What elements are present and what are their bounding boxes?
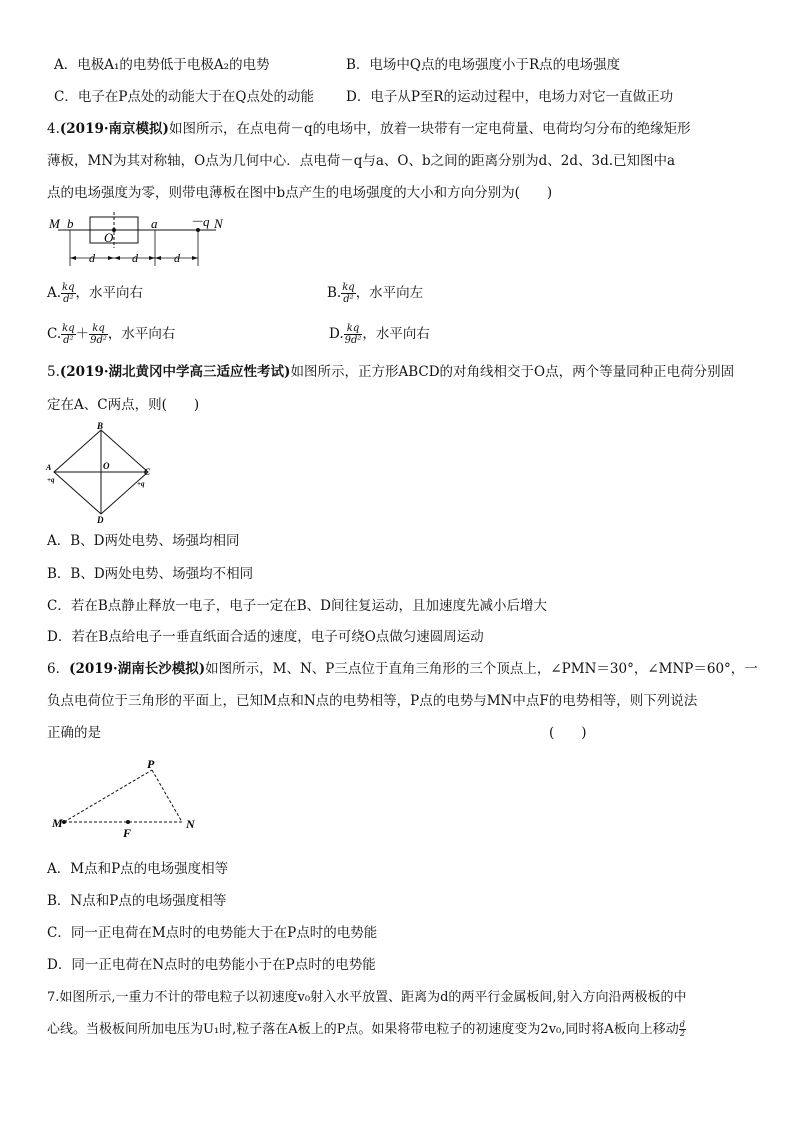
q5-option-d: D．若在B点给电子一垂直纸面合适的速度，电子可绕O点做匀速圆周运动 — [47, 629, 484, 645]
q6-number: 6． — [47, 661, 70, 677]
q7-stem-line2 — [47, 1021, 686, 1039]
q5-option-a: A．B、D两处电势、场强均相同 — [47, 533, 240, 549]
fraction — [341, 282, 355, 305]
label-charge-a: +q — [47, 476, 55, 484]
point-f — [126, 820, 130, 824]
q6-stem-line2: 负点电荷位于三角形的平面上，已知M点和N点的电势相等，P点的电势与MN中点F的电势相等，则下列说法 — [47, 693, 698, 709]
fraction — [344, 323, 363, 346]
arrow-3 — [114, 256, 120, 260]
label-o: O — [103, 461, 110, 471]
fraction-numerator: kq — [89, 323, 108, 335]
arrow-4 — [149, 256, 155, 260]
fraction — [61, 323, 75, 346]
q7-fraction — [679, 1021, 686, 1038]
fraction-denominator: d² — [63, 335, 74, 346]
q5-source: (2019·湖北黄冈中学高三适应性考试) — [59, 364, 291, 380]
q6-option-d: D．同一正电荷在N点时的电势能小于在P点时的电势能 — [47, 957, 376, 973]
label-n: N — [214, 216, 223, 231]
fraction-numerator: kq — [62, 282, 75, 293]
option-text: ，水平向左 — [355, 285, 424, 301]
q6-stem-line3: 正确的是 — [47, 725, 101, 741]
arrow-2 — [108, 256, 114, 260]
q3-option-b: B．电场中Q点的电场强度小于R点的电场强度 — [346, 57, 621, 73]
option-letter: C. — [47, 326, 62, 342]
fraction-denominator: 9d² — [90, 335, 107, 346]
q4-number: 4. — [47, 121, 60, 137]
fraction-denominator: d² — [343, 294, 354, 305]
q4-stem-line2: 薄板，MN为其对称轴，O点为几何中心．点电荷－q与a、O、b之间的距离分别为d、2d、3d.已知图中a — [47, 153, 676, 169]
arrow-6 — [192, 256, 198, 260]
q3-option-c: C．电子在P点处的动能大于在Q点处的动能 — [54, 89, 314, 105]
q4-option-c — [47, 319, 175, 349]
label-d1: d — [89, 251, 95, 265]
label-d3: d — [174, 251, 180, 265]
q5-option-b: B．B、D两处电势、场强均不相同 — [47, 566, 254, 582]
q6-option-c: C．同一正电荷在M点时的电势能大于在P点时的电势能 — [47, 925, 378, 941]
q3-option-d: D．电子从P至R的运动过程中，电场力对它一直做正功 — [346, 89, 674, 105]
label-d: D — [97, 515, 104, 524]
label-a: A — [46, 463, 52, 472]
q7-stem-line1: 7.如图所示,一重力不计的带电粒子以初速度v₀射入水平放置、距离为d的两平行金属板间,射入方向沿两极板的中 — [47, 990, 687, 1005]
fraction-numerator: kq — [62, 323, 75, 334]
q6-answer-paren: ( ) — [549, 725, 587, 741]
fraction-denominator: d² — [63, 294, 74, 305]
q7-text-2: 心线。当极板间所加电压为U₁时,粒子落在A板上的P点。如果将带电粒子的初速度变为2v₀,同时将A板向上移动 — [47, 1022, 679, 1037]
q4-option-a — [47, 278, 143, 308]
fraction-numerator: kq — [342, 282, 355, 293]
label-m: M — [52, 816, 63, 830]
plus-sign: ＋ — [75, 326, 90, 342]
q6-source: (2019·湖南长沙模拟) — [69, 661, 206, 677]
label-d2: d — [132, 251, 138, 265]
option-text: ，水平向右 — [107, 326, 176, 342]
fraction-denominator: 2 — [679, 1029, 685, 1038]
q4-option-b — [327, 278, 423, 308]
label-charge-c: +q — [137, 480, 145, 488]
fraction — [61, 282, 75, 305]
option-letter: D. — [329, 326, 344, 342]
label-a: a — [151, 216, 158, 231]
label-f: F — [123, 826, 132, 840]
arrow-5 — [155, 256, 161, 260]
q4-stem-line1 — [47, 120, 691, 138]
option-letter: B. — [327, 285, 342, 301]
q4-option-d — [329, 319, 430, 349]
q5-figure — [44, 420, 164, 524]
q3-option-a: A．电极A₁的电势低于电极A₂的电势 — [54, 57, 270, 73]
fraction-numerator: d — [679, 1020, 685, 1029]
option-text: ，水平向右 — [362, 326, 430, 342]
q6-text-1: 如图所示，M、N、P三点位于直角三角形的三个顶点上，∠PMN＝30°，∠MNP＝60°，一 — [205, 661, 758, 677]
q4-source: (2019·南京模拟) — [59, 121, 169, 137]
q4-figure — [44, 208, 244, 268]
q5-stem-line1 — [47, 363, 734, 381]
q6-figure — [44, 754, 214, 840]
q4-stem-line3: 点的电场强度为零，则带电薄板在图中b点产生的电场强度的大小和方向分别为( ) — [47, 185, 553, 201]
q5-option-c: C．若在B点静止释放一电子，电子一定在B、D间往复运动，且加速度先减小后增大 — [47, 598, 547, 614]
label-o: O — [104, 230, 114, 245]
side-pn — [152, 770, 182, 822]
q6-stem-line1 — [47, 660, 758, 678]
label-c: C — [144, 467, 151, 477]
fraction — [89, 323, 108, 346]
fraction-numerator: kq — [344, 323, 363, 335]
side-mp — [64, 770, 152, 822]
label-q: －q — [190, 214, 210, 229]
q5-number: 5. — [47, 364, 60, 380]
q6-option-b: B．N点和P点的电场强度相等 — [47, 893, 227, 909]
q6-option-a: A．M点和P点的电场强度相等 — [47, 861, 229, 877]
q5-text-1: 如图所示，正方形ABCD的对角线相交于O点，两个等量同种正电荷分别固 — [290, 364, 735, 380]
q5-stem-line2: 定在A、C两点，则( ) — [47, 397, 200, 413]
fraction-denominator: 9d² — [344, 335, 362, 346]
option-text: ，水平向右 — [75, 285, 144, 301]
label-m: M — [49, 216, 60, 231]
arrow-1 — [70, 256, 76, 260]
label-b: b — [67, 216, 74, 231]
q4-text-1: 如图所示，在点电荷－q的电场中，放着一块带有一定电荷量、电荷均匀分布的绝缘矩形 — [168, 121, 691, 137]
label-n: N — [186, 817, 195, 831]
label-p: P — [147, 757, 155, 771]
option-letter: A. — [47, 285, 62, 301]
label-b: B — [97, 421, 104, 431]
